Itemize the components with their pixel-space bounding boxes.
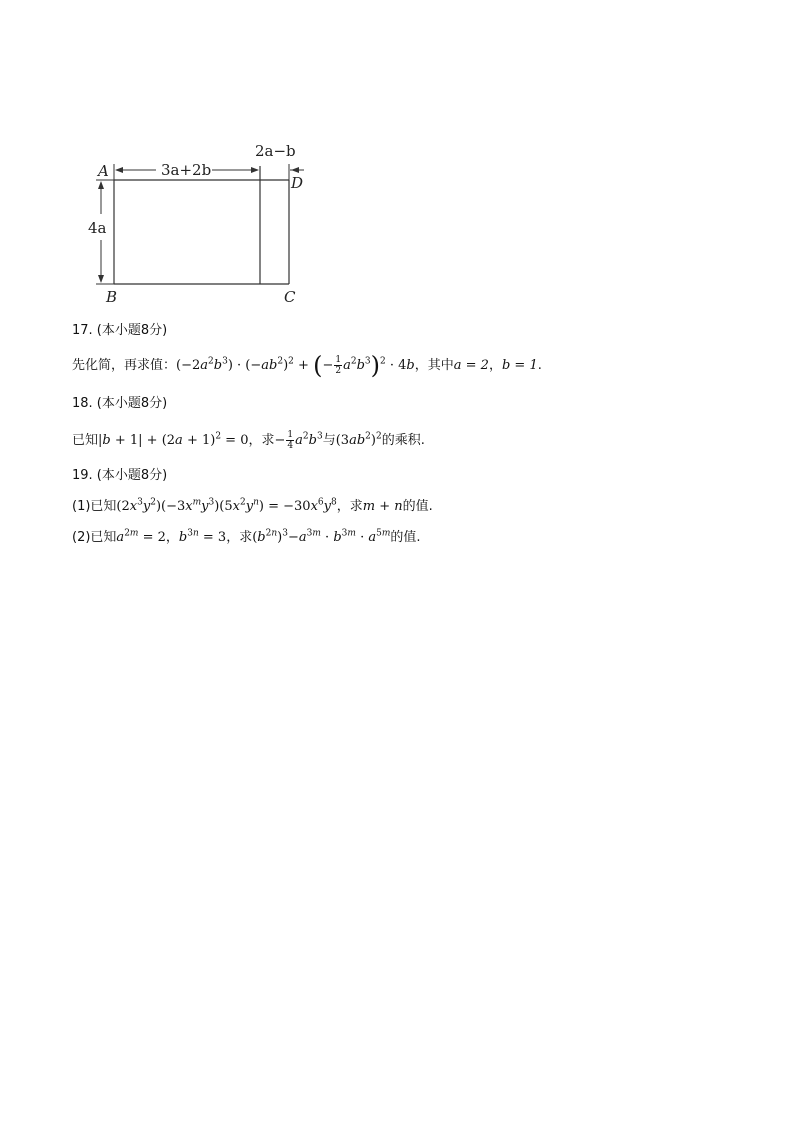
narrow-arrowhead [291,167,299,173]
q19-part1 [72,497,433,517]
rectangle-diagram [84,136,324,312]
q19-part2-ask: ，求 [226,530,253,545]
vertex-label-a: A [98,162,109,180]
q18-tail: 的乘积. [381,433,425,448]
q17-problem: 先化简，再求值：$(-2a^2b^3) \cdot (-ab^2)^2$ + (− $\frac{1}{2}$ $a^2b^3)^2 \cdot 4b$，其中a = 2，b = 1. [72,351,542,380]
q19-part2-conditions: $a^{2m} = 2$，$b^{3n} = 3$ [116,528,227,545]
q19-part1-lead: (1)已知 [72,499,117,514]
q19-part2 [72,528,421,548]
q17-b-value: b = 1 [501,358,538,373]
q18-header: 18. (本小题8分) [72,396,168,411]
q18-term1: − $\frac{1}{4}$ $a^2b^3$ [274,430,323,451]
arrowhead-top [98,181,104,189]
q17-end: . [537,358,542,373]
vertex-label-b: B [106,288,118,306]
q18-with: 与 [322,433,336,448]
q19-part2-tail: 的值. [390,530,421,545]
q18-ask: ，求 [248,433,275,448]
q18-problem [72,430,425,451]
q17-header: 17. (本小题8分) [72,323,168,338]
q19-part1-tail: 的值. [402,499,433,514]
vertex-label-d: D [291,174,304,192]
q18-term2: $(3ab^2)^2$ [335,431,382,448]
arrowhead-left [115,167,123,173]
q17-lead: 先化简，再求值： [72,358,177,373]
q19-part2-lead: (2)已知 [72,530,117,545]
q17-expression: $(-2a^2b^3) \cdot (-ab^2)^2$ + (− $\frac{1}{2}$ $a^2b^3)^2 \cdot 4b$ [176,351,415,380]
height-label: 4a [88,219,107,237]
q17-condition-lead: ，其中 [414,358,454,373]
q17-a-value: a = 2 [453,358,489,373]
arrowhead-right [251,167,259,173]
q18-equation: $|b + 1| + (2a + 1)^2 = 0$ [98,431,249,448]
rectangle-figure [84,136,324,312]
q19-part1-ask: ，求 [336,499,363,514]
right-width-label: 2a−b [255,142,296,160]
q19-part1-target: m + n [362,499,403,514]
arrowhead-bottom [98,275,104,283]
top-width-label: 3a+2b [161,161,212,179]
q19-part2-expression: $(b^{2n})^3-a^{3m} \cdot b^{3m} \cdot a^{5m}$ [252,528,391,545]
q18-lead: 已知 [72,433,99,448]
q19-header: 19. (本小题8分) [72,468,168,483]
vertex-label-c: C [284,288,296,306]
q19-part1-equation: $(2x^3y^2)(-3x^my^3)(5x^2y^n) = -30x^6y^8$ [116,497,337,514]
